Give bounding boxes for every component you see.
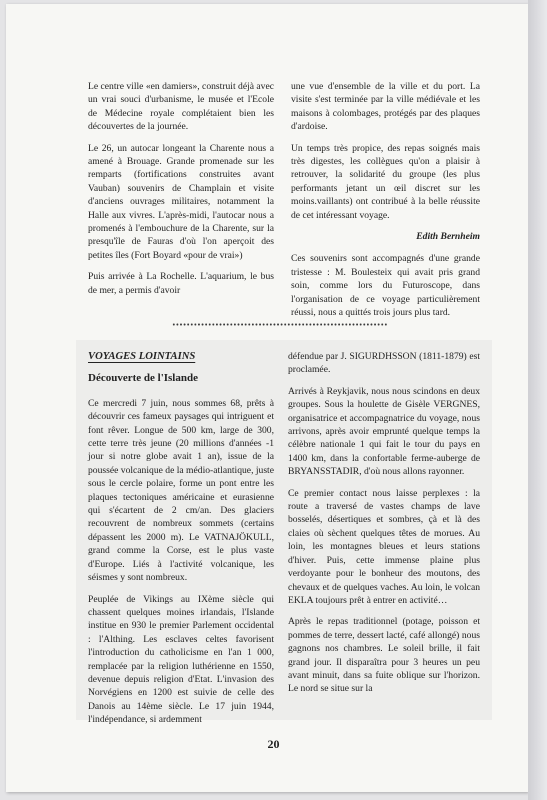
dotted-separator <box>172 323 388 326</box>
paragraph: Un temps très propice, des repas soignés mais très digestes, les collègues qu'on a plaisir à retrouver, la solidarité du groupe (les plus performants jetant un œil discret sur les moins.vaillants) ont contribué à la belle réussite de cet intéressant voyage. <box>291 142 480 221</box>
top-left-column <box>88 80 274 305</box>
paragraph: défendue par J. SIGURDHSSON (1811-1879) est proclamée. <box>288 351 480 376</box>
article-title: Découverte de l'Islande <box>88 372 198 385</box>
author-signature: Edith Bernheim <box>416 231 480 243</box>
paragraph: Arrivés à Reykjavik, nous nous scindons en deux groupes. Sous la houlette de Gisèle VERGNES, organisatrice et accompagnatrice du voyage, nous arrivons, après avoir emprunté quelque temps la célèbre nationale 1 qui fait le tour du pays en 1400 km, dans la confortable ferme-auberge de BRYANSSTADIR, d'où nous allons rayonner. <box>288 385 480 478</box>
paragraph: Ces souvenirs sont accompagnés d'une grande tristesse : M. Boulesteix qui avait pris grand soin, comme lors du Futuroscope, dans l'organisation de ce voyage particulièrement réussi, nous a quittés trois jours plus tard. <box>291 253 480 319</box>
section-right-column <box>288 350 480 704</box>
page-number: 20 <box>267 737 280 751</box>
paragraph: une vue d'ensemble de la ville et du port. La visite s'est terminée par la ville médiévale et les maisons à colombages, protégés par des plaques d'ardoise. <box>291 81 480 133</box>
paragraph: Le centre ville «en damiers», construit déjà avec un vrai souci d'urbanisme, le musée et l'Ecole de Médecine royale complétaient bien les découvertes de la journée. <box>88 81 274 133</box>
paragraph: Ce premier contact nous laisse perplexes : la route a traversé de vastes champs de lave bosselés, désertiques et sombres, çà et là des claies où sèchent quelques têtes de morues. Au loin, les montagnes bleues et leurs stations d'hiver. Puis, cette immense plaine plus verdoyante pour le bonheur des moutons, des chevaux et de quelques vaches. Au loin, le volcan EKLA toujours prêt à entrer en activité… <box>288 487 480 606</box>
paragraph: Après le repas traditionnel (potage, poisson et pommes de terre, dessert lacté, café allongé) nous gagnons nos chambres. Le soleil brille, il fait grand jour. Il disparaîtra pour 3 heures un peu avant minuit, dans sa fuite oblique sur l'horizon. Le nord se situe sur la <box>288 616 480 695</box>
page-edge <box>528 0 547 800</box>
section-left-column <box>88 350 274 735</box>
paragraph: Peuplée de Vikings au IXème siècle qui chassent quelques moines irlandais, l'Islande institue en 930 le premier Parlement occidental : l'Althing. Les esclaves celtes favorisent l'introduction du catholicisme en l'an 1 000, remplacée par la religion luthérienne en 1550, devenue depuis religion d'Etat. L'invasion des Norvégiens en 1200 est suivie de celle des Danois au 14ème siècle. Le 17 juin 1944, l'indépendance, si ardemment <box>88 593 274 726</box>
paragraph: Ce mercredi 7 juin, nous sommes 68, prêts à découvrir ces fameux paysages qui intriguent et font rêver. Longue de 500 km, large de 300, cette terre très jeune (20 millions d'années -1 jour si notre globe avait 1 an), issue de la poussée volcanique de la médio-atlantique, juste sous le cercle polaire, forme un pont entre les plaques tectoniques américaine et eurasienne qui s'écartent de 2 cm/an. Des glaciers recouvrent de nombreux sommets (certains dépassent les 2000 m). Le VATNAJÖKULL, grand comme la Corse, est le plus vaste d'Europe. Liés à l'activité volcanique, les séismes y sont nombreux. <box>88 397 274 584</box>
section-title: VOYAGES LOINTAINS <box>88 351 196 362</box>
paragraph: Le 26, un autocar longeant la Charente nous a amené à Brouage. Grande promenade sur les remparts (fortifications construites avant Vauban) souvenirs de Champlain et visite d'anciens ouvrages militaires, notamment la Halle aux vivres. L'après-midi, l'autocar nous a promenés à l'embouchure de la Charente, sur la presqu'île de Fauras d'où l'on aperçoit des petites îles (Fort Boyard «pour de vrai») <box>88 142 274 261</box>
top-right-column <box>291 80 480 328</box>
paragraph: Puis arrivée à La Rochelle. L'aquarium, le bus de mer, a permis d'avoir <box>88 271 274 296</box>
